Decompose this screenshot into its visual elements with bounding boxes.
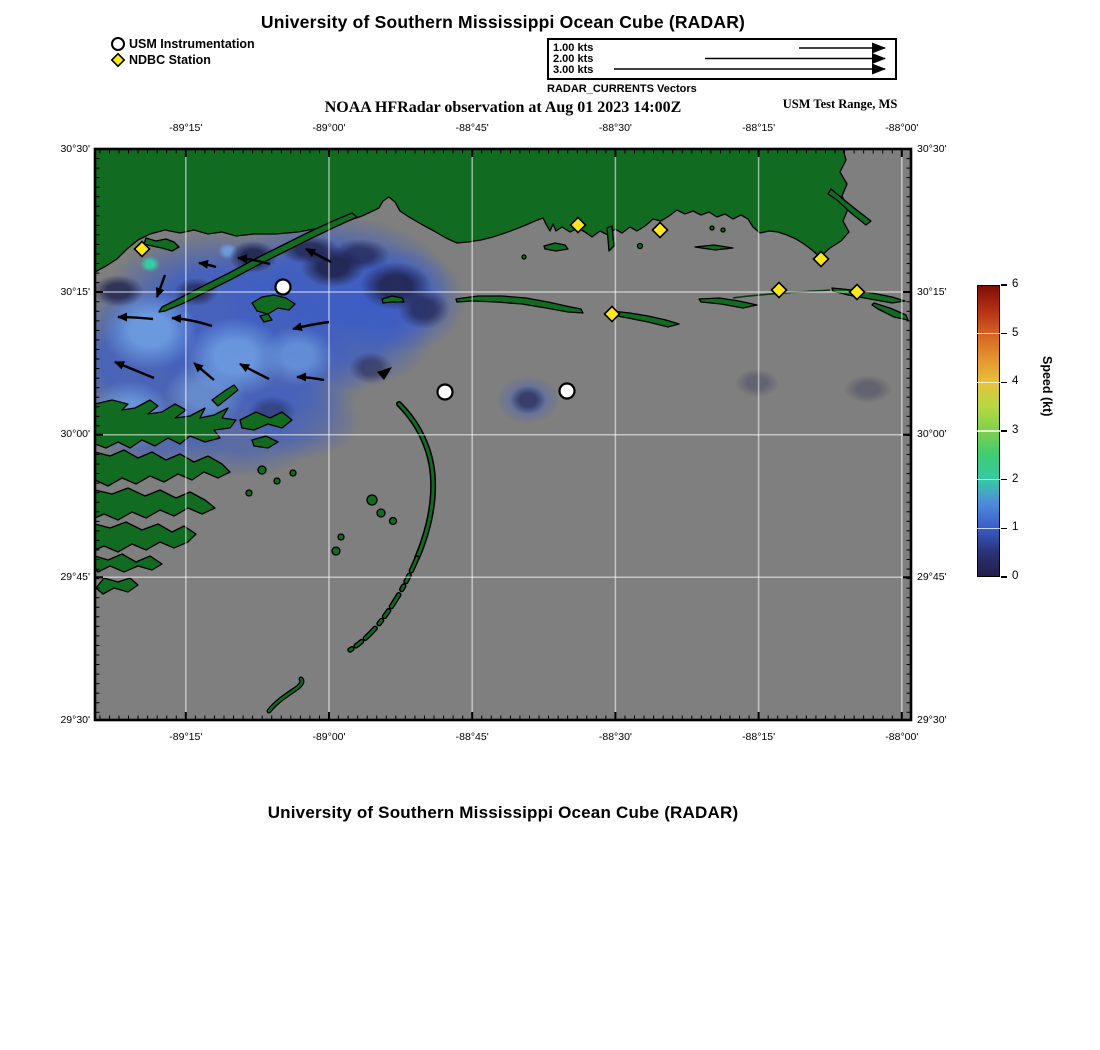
x-axis-tick-label: -88°00' xyxy=(885,122,919,134)
colorbar-tick-label: 3 xyxy=(1012,424,1019,436)
y-axis-tick-label: 30°30' xyxy=(917,142,947,155)
colorbar-tick-label: 4 xyxy=(1012,375,1019,388)
usm-instrumentation-marker xyxy=(560,384,575,399)
colorbar-gridline xyxy=(977,430,1000,432)
speed-blob xyxy=(735,369,779,397)
y-axis-tick-label: 30°15' xyxy=(917,285,947,298)
colorbar-tick xyxy=(1001,382,1007,384)
x-axis-tick-label: -89°00' xyxy=(312,731,346,743)
scale-label-1kt: 1.00 kts xyxy=(553,42,594,54)
observation-subtitle: NOAA HFRadar observation at Aug 01 2023 14:00Z xyxy=(324,99,682,116)
y-axis-tick-label: 29°30' xyxy=(917,713,947,726)
x-axis-tick-label: -88°45' xyxy=(455,731,489,743)
x-axis-tick-label: -88°30' xyxy=(598,122,632,134)
scale-label-3kt: 3.00 kts xyxy=(553,64,594,76)
x-axis-tick-label: -88°30' xyxy=(598,731,632,743)
colorbar-tick xyxy=(1001,333,1007,335)
y-axis-tick-label: 29°30' xyxy=(60,713,90,726)
colorbar-gridline xyxy=(977,382,1000,384)
colorbar-gridline xyxy=(977,333,1000,335)
x-axis-tick-label: -89°15' xyxy=(169,122,203,134)
colorbar-tick-label: 6 xyxy=(1012,278,1019,290)
y-axis-tick-label: 30°00' xyxy=(60,428,90,441)
colorbar-tick xyxy=(1001,576,1007,578)
scale-label-2kt: 2.00 kts xyxy=(553,53,594,65)
colorbar-tick-label: 0 xyxy=(1012,570,1019,582)
speed-blob xyxy=(349,352,393,384)
speed-blob xyxy=(330,239,390,271)
y-axis-tick-label: 29°45' xyxy=(60,570,90,583)
colorbar-gridline xyxy=(977,479,1000,481)
y-axis-tick-label: 30°30' xyxy=(60,142,90,155)
top-title: University of Southern Mississippi Ocean Cube (RADAR) xyxy=(260,12,746,32)
legend-label-ndbc: NDBC Station xyxy=(129,53,211,67)
colorbar-tick xyxy=(1001,528,1007,530)
x-axis-tick-label: -88°15' xyxy=(742,731,776,743)
y-axis-tick-label: 29°45' xyxy=(917,570,947,583)
x-axis-tick-label: -88°15' xyxy=(742,122,776,134)
bottom-title: University of Southern Mississippi Ocean Cube (RADAR) xyxy=(267,803,739,822)
x-axis-tick-label: -88°45' xyxy=(455,122,489,134)
colorbar-tick-label: 1 xyxy=(1012,521,1019,534)
colorbar-tick-label: 5 xyxy=(1012,326,1019,339)
y-axis-tick-label: 30°00' xyxy=(917,428,947,441)
x-axis-tick-label: -89°00' xyxy=(312,122,346,134)
x-axis-tick-label: -88°00' xyxy=(885,731,919,743)
colorbar-gridline xyxy=(977,528,1000,530)
legend-label-usm: USM Instrumentation xyxy=(129,37,255,51)
speed-blob xyxy=(398,289,450,329)
y-axis-tick-label: 30°15' xyxy=(60,285,90,298)
usm-instrumentation-marker xyxy=(438,385,453,400)
vector-scale-caption: RADAR_CURRENTS Vectors xyxy=(547,83,697,95)
speed-blob xyxy=(510,386,546,414)
test-range-label: USM Test Range, MS xyxy=(782,97,898,111)
colorbar-tick xyxy=(1001,479,1007,481)
colorbar-tick xyxy=(1001,284,1007,286)
colorbar-tick xyxy=(1001,430,1007,432)
speed-blob xyxy=(140,256,160,272)
speed-blob xyxy=(844,375,892,403)
x-axis-tick-label: -89°15' xyxy=(169,731,203,743)
colorbar-tick-label: 2 xyxy=(1012,472,1019,485)
colorbar-title: Speed (kt) xyxy=(1040,356,1054,417)
usm-instrumentation-marker xyxy=(276,280,291,295)
